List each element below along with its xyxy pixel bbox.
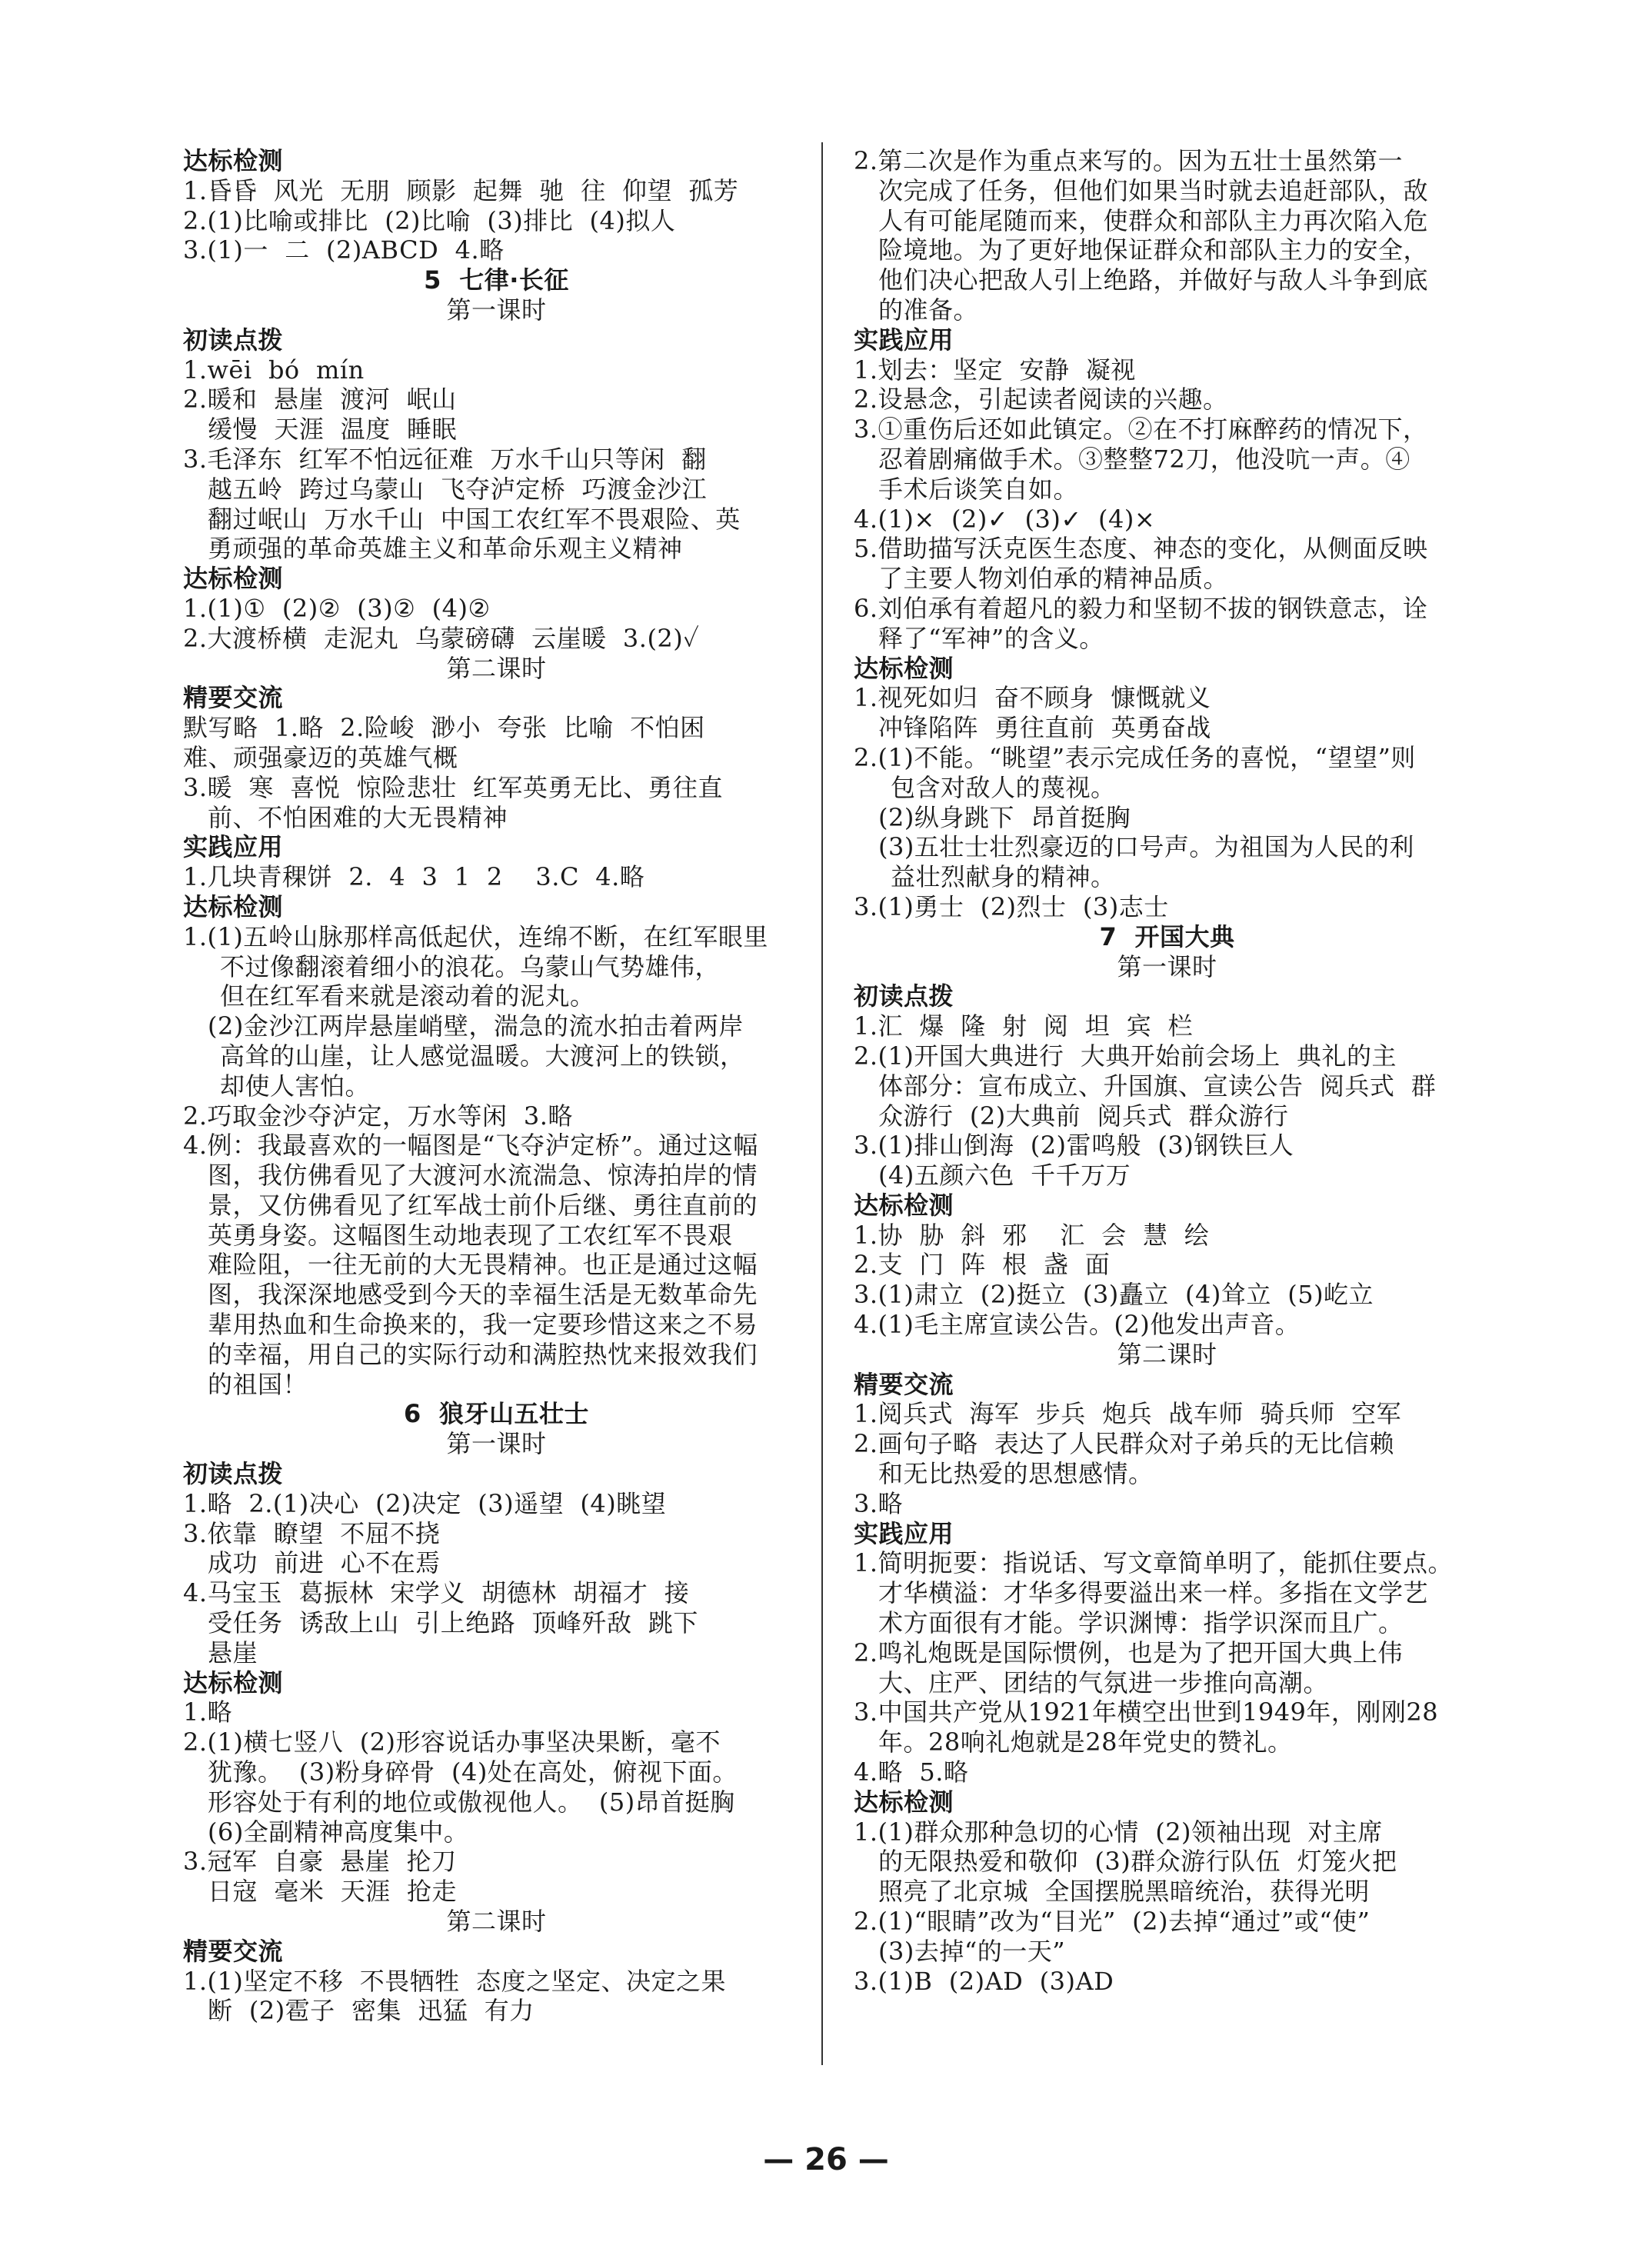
answer-line: 益壮烈献身的精神。 — [891, 862, 1116, 892]
section-heading: 精要交流 — [183, 1936, 284, 1966]
answer-line: 手术后谈笑自如。 — [878, 474, 1079, 504]
section-heading: 实践应用 — [183, 832, 284, 862]
answer-line: 4.(1)毛主席宣读公告。(2)他发出声音。 — [854, 1310, 1301, 1340]
answer-line: 险境地。为了更好地保证群众和部队主力的安全， — [878, 235, 1429, 265]
lesson-period: 第二课时 — [446, 653, 547, 683]
answer-line: (6)全副精神高度集中。 — [208, 1817, 469, 1847]
answer-line: 3.(1)一 二 (2)ABCD 4.略 — [183, 235, 505, 265]
answer-line: (2)金沙江两岸悬崖峭壁，湍急的流水拍击着两岸 — [208, 1011, 744, 1041]
answer-line: 难、顽强豪迈的英雄气概 — [183, 742, 458, 772]
section-heading: 达标检测 — [183, 146, 284, 175]
answer-line: 勇顽强的革命英雄主义和革命乐观主义精神 — [208, 534, 683, 564]
answer-line: (3)去掉“的一天” — [878, 1936, 1066, 1966]
answer-line: 2.(1)开国大典进行 大典开始前会场上 典礼的主 — [854, 1041, 1397, 1071]
answer-line: 了主要人物刘伯承的精神品质。 — [878, 564, 1229, 594]
answer-line: 不过像翻滚着细小的浪花。乌蒙山气势雄伟， — [220, 951, 721, 981]
lesson-period: 第二课时 — [446, 1907, 547, 1937]
answer-line: 3.冠军 自豪 悬崖 抡刀 — [183, 1847, 457, 1877]
answer-line: 图，我深深地感受到今天的幸福生活是无数革命先 — [208, 1280, 758, 1310]
section-heading: 实践应用 — [854, 1518, 954, 1548]
answer-line: 3.(1)B (2)AD (3)AD — [854, 1966, 1114, 1996]
answer-line: 翻过岷山 万水千山 中国工农红军不畏艰险、英 — [208, 504, 741, 534]
answer-line: 2.(1)横七竖八 (2)形容说话办事坚决果断，毫不 — [183, 1727, 721, 1757]
answer-line: 悬崖 — [208, 1637, 258, 1667]
answer-line: 的无限热爱和敬仰 (3)群众游行队伍 灯笼火把 — [878, 1847, 1397, 1877]
answer-line: 1.略 — [183, 1697, 233, 1727]
answer-line: 1.昏昏 风光 无朋 顾影 起舞 驰 往 仰望 孤芳 — [183, 175, 739, 205]
answer-line: 大、庄严、团结的气氛进一步推向高潮。 — [878, 1667, 1329, 1697]
answer-line: 3.(1)肃立 (2)挺立 (3)矗立 (4)耸立 (5)屹立 — [854, 1280, 1374, 1310]
answer-line: 2.设悬念，引起读者阅读的兴趣。 — [854, 385, 1228, 415]
answer-line: 1.视死如归 奋不顾身 慷慨就义 — [854, 683, 1211, 713]
answer-line: 1.几块青稞饼 2. 4 3 1 2 3.C 4.略 — [183, 862, 645, 892]
answer-line: (4)五颜六色 千千万万 — [878, 1161, 1131, 1191]
answer-line: 的准备。 — [878, 295, 979, 325]
answer-line: 众游行 (2)大典前 阅兵式 群众游行 — [878, 1101, 1289, 1131]
answer-line: 1.汇 爆 隆 射 阅 坦 宾 栏 — [854, 1011, 1193, 1041]
lesson-title: 5 七律·长征 — [424, 265, 569, 295]
answer-line: 冲锋陷阵 勇往直前 英勇奋战 — [878, 713, 1211, 743]
section-heading: 达标检测 — [183, 891, 284, 921]
column-divider — [821, 142, 823, 2065]
answer-line: 日寇 毫米 天涯 抢走 — [208, 1877, 458, 1907]
answer-line: 忍着剧痛做手术。③整整72刀，他没吭一声。④ — [878, 444, 1411, 474]
answer-line: 辈用热血和生命换来的，我一定要珍惜这来之不易 — [208, 1310, 758, 1340]
answer-line: 术方面很有才能。学识渊博：指学识深而且广。 — [878, 1608, 1404, 1638]
section-heading: 初读点拨 — [183, 325, 284, 355]
lesson-period: 第一课时 — [1117, 951, 1217, 981]
answer-line: 5.借助描写沃克医生态度、神态的变化，从侧面反映 — [854, 534, 1428, 564]
answer-line: 1.协 胁 斜 邪 汇 会 慧 绘 — [854, 1220, 1210, 1250]
answer-line: 体部分：宣布成立、升国旗、宣读公告 阅兵式 群 — [878, 1071, 1437, 1101]
right-column — [854, 146, 1480, 1996]
answer-line: 英勇身姿。这幅图生动地表现了工农红军不畏艰 — [208, 1220, 733, 1250]
answer-line: 却使人害怕。 — [220, 1071, 371, 1101]
answer-line: 1.(1)五岭山脉那样高低起伏，连绵不断，在红军眼里 — [183, 921, 768, 951]
page-number: — 26 — — [763, 2142, 889, 2177]
answer-line: 6.刘伯承有着超凡的毅力和坚韧不拔的钢铁意志，诠 — [854, 593, 1428, 623]
answer-line: 2.支 门 阵 根 盏 面 — [854, 1250, 1111, 1280]
answer-line: 3.(1)排山倒海 (2)雷鸣般 (3)钢铁巨人 — [854, 1131, 1294, 1161]
answer-line: 难险阻，一往无前的大无畏精神。也正是通过这幅 — [208, 1250, 758, 1280]
answer-line: 2.(1)“眼睛”改为“目光” (2)去掉“通过”或“使” — [854, 1907, 1371, 1937]
answer-line: 的幸福，用自己的实际行动和满腔热忱来报效我们 — [208, 1339, 758, 1369]
section-heading: 达标检测 — [854, 653, 954, 683]
lesson-period: 第一课时 — [446, 1429, 547, 1459]
answer-line: 次完成了任务，但他们如果当时就去追赶部队，敌 — [878, 175, 1429, 205]
answer-line: 和无比热爱的思想感情。 — [878, 1459, 1154, 1489]
left-column — [183, 146, 810, 2026]
answer-line: 4.马宝玉 葛振林 宋学义 胡德林 胡福才 接 — [183, 1578, 690, 1608]
answer-line: 2.(1)不能。“眺望”表示完成任务的喜悦，“望望”则 — [854, 742, 1416, 772]
answer-line: 2.暖和 悬崖 渡河 岷山 — [183, 385, 457, 415]
section-heading: 实践应用 — [854, 325, 954, 355]
section-heading: 初读点拨 — [183, 1459, 284, 1489]
answer-line: 1.略 2.(1)决心 (2)决定 (3)遥望 (4)眺望 — [183, 1488, 667, 1518]
section-heading: 达标检测 — [183, 1667, 284, 1697]
answer-line: 2.画句子略 表达了人民群众对子弟兵的无比信赖 — [854, 1429, 1394, 1459]
answer-line: 4.(1)× (2)✓ (3)✓ (4)× — [854, 504, 1156, 534]
answer-line: 才华横溢：才华多得要溢出来一样。多指在文学艺 — [878, 1578, 1429, 1608]
answer-line: 人有可能尾随而来，使群众和部队主力再次陷入危 — [878, 205, 1429, 235]
answer-line: 犹豫。 (3)粉身碎骨 (4)处在高处，俯视下面。 — [208, 1757, 738, 1787]
answer-line: (2)纵身跳下 昂首挺胸 — [878, 802, 1131, 832]
section-heading: 精要交流 — [854, 1369, 954, 1399]
answer-line: 默写略 1.略 2.险峻 渺小 夸张 比喻 不怕困 — [183, 713, 705, 743]
answer-line: 1.(1)群众那种急切的心情 (2)领袖出现 对主席 — [854, 1817, 1383, 1847]
answer-line: 4.例：我最喜欢的一幅图是“飞夺泸定桥”。通过这幅 — [183, 1131, 758, 1161]
answer-line: 1.划去：坚定 安静 凝视 — [854, 355, 1136, 385]
answer-line: 1.简明扼要：指说话、写文章简单明了，能抓住要点。 — [854, 1548, 1454, 1578]
answer-line: 缓慢 天涯 温度 睡眠 — [208, 415, 458, 445]
answer-line: 3.毛泽东 红军不怕远征难 万水千山只等闲 翻 — [183, 444, 707, 474]
answer-line: 3.依靠 瞭望 不屈不挠 — [183, 1518, 441, 1548]
answer-line: 3.暖 寒 喜悦 惊险悲壮 红军英勇无比、勇往直 — [183, 772, 723, 802]
answer-line: 越五岭 跨过乌蒙山 飞夺泸定桥 巧渡金沙江 — [208, 474, 708, 504]
answer-line: 图，我仿佛看见了大渡河水流湍急、惊涛拍岸的情 — [208, 1161, 758, 1191]
answer-line: 3.(1)勇士 (2)烈士 (3)志士 — [854, 891, 1169, 921]
answer-line: 2.第二次是作为重点来写的。因为五壮士虽然第一 — [854, 146, 1404, 175]
answer-line: (3)五壮士壮烈豪迈的口号声。为祖国为人民的利 — [878, 832, 1414, 862]
section-heading: 达标检测 — [854, 1787, 954, 1817]
answer-line: 前、不怕困难的大无畏精神 — [208, 802, 508, 832]
lesson-title: 7 开国大典 — [1099, 921, 1235, 951]
section-heading: 达标检测 — [854, 1190, 954, 1220]
answer-line: 释了“军神”的含义。 — [878, 623, 1104, 653]
answer-line: 形容处于有利的地位或傲视他人。 (5)昂首挺胸 — [208, 1787, 735, 1817]
answer-line: 1.(1)① (2)② (3)② (4)② — [183, 593, 491, 623]
answer-line: 1.wēi bó mín — [183, 355, 365, 385]
answer-line: 受任务 诱敌上山 引上绝路 顶峰歼敌 跳下 — [208, 1608, 698, 1638]
section-heading: 精要交流 — [183, 683, 284, 713]
answer-line: 高耸的山崖，让人感觉温暖。大渡河上的铁锁， — [220, 1041, 745, 1071]
answer-line: 4.略 5.略 — [854, 1757, 969, 1787]
answer-line: 照亮了北京城 全国摆脱黑暗统治，获得光明 — [878, 1877, 1370, 1907]
lesson-title: 6 狼牙山五壮士 — [403, 1399, 590, 1429]
answer-line: 2.(1)比喻或排比 (2)比喻 (3)排比 (4)拟人 — [183, 205, 676, 235]
answer-line: 年。28响礼炮就是28年党史的赞礼。 — [878, 1727, 1293, 1757]
answer-line: 包含对敌人的蔑视。 — [891, 772, 1116, 802]
answer-line: 的祖国！ — [208, 1369, 308, 1399]
answer-line: 3.略 — [854, 1488, 904, 1518]
answer-line: 断 (2)雹子 密集 迅猛 有力 — [208, 1996, 535, 2026]
answer-line: 3.①重伤后还如此镇定。②在不打麻醉药的情况下， — [854, 415, 1428, 445]
answer-line: 2.巧取金沙夺泸定，万水等闲 3.略 — [183, 1101, 573, 1131]
answer-line: 但在红军看来就是滚动着的泥丸。 — [220, 981, 595, 1011]
answer-line: 1.(1)坚定不移 不畏牺牲 态度之坚定、决定之果 — [183, 1966, 727, 1996]
section-heading: 初读点拨 — [854, 981, 954, 1011]
section-heading: 达标检测 — [183, 564, 284, 594]
answer-line: 他们决心把敌人引上绝路，并做好与敌人斗争到底 — [878, 265, 1429, 295]
answer-line: 成功 前进 心不在焉 — [208, 1548, 441, 1578]
answer-line: 2.大渡桥横 走泥丸 乌蒙磅礴 云崖暖 3.(2)✓ — [183, 623, 700, 653]
lesson-period: 第二课时 — [1117, 1339, 1217, 1369]
answer-line: 3.中国共产党从1921年横空出世到1949年，刚刚28 — [854, 1697, 1439, 1727]
answer-line: 2.鸣礼炮既是国际惯例，也是为了把开国大典上伟 — [854, 1637, 1404, 1667]
lesson-period: 第一课时 — [446, 295, 547, 325]
answer-line: 1.阅兵式 海军 步兵 炮兵 战车师 骑兵师 空军 — [854, 1399, 1402, 1429]
answer-line: 景，又仿佛看见了红军战士前仆后继、勇往直前的 — [208, 1190, 758, 1220]
